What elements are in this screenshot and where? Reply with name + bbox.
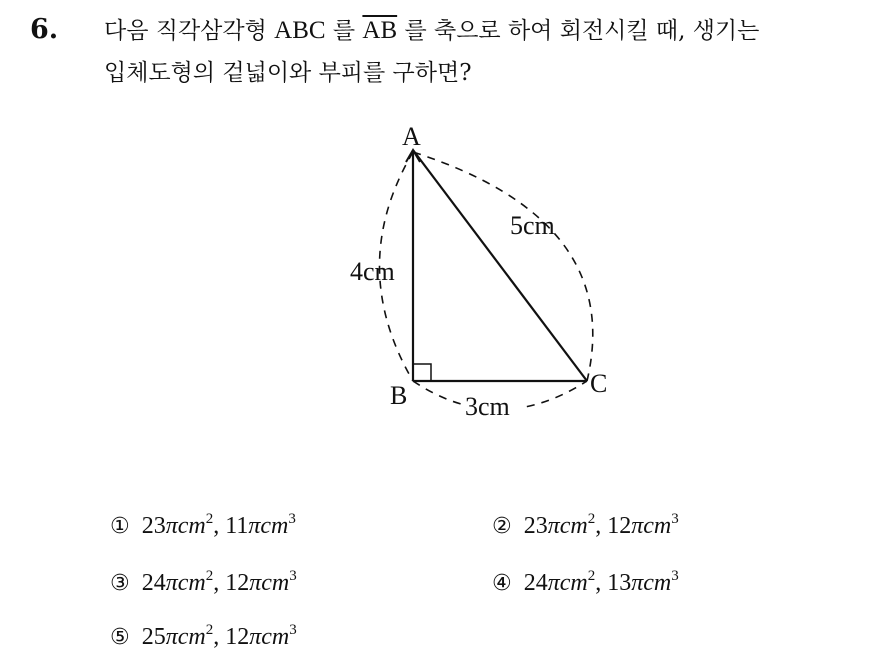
choice-value: 24πcm$^2$, 12πcm$^3$ [141,568,297,596]
side-label-ac: 5cm [510,211,555,240]
question-text-part: 를 축으로 하여 회전시킬 때, 생기는 [397,18,760,44]
question-text-part: 를 [325,18,363,44]
answer-choice-2[interactable] [492,511,679,542]
triangle-name: ABC [274,17,326,44]
vertex-label-b: B [390,381,408,410]
choice-number: ⑤ [110,625,130,650]
axis-segment: $\overline{AB}$ [362,17,398,44]
choice-number: ② [492,514,512,539]
choice-number: ④ [492,571,512,596]
vertex-label-c: C [590,369,608,398]
choice-number: ① [110,514,130,539]
side-ac [413,150,587,381]
choice-value: 25πcm$^2$, 12πcm$^3$ [141,622,297,650]
side-label-bc: 3cm [465,392,510,421]
choice-value: 23πcm$^2$, 12πcm$^3$ [523,511,679,539]
answer-choice-3[interactable] [110,568,297,599]
side-label-ab: 4cm [350,257,395,286]
answer-choice-5[interactable] [110,622,297,653]
vertex-label-a: A [402,122,421,151]
right-angle-marker [413,364,431,381]
choice-number: ③ [110,571,130,596]
question-number: 6. [30,14,59,45]
choice-value: 24πcm$^2$, 13πcm$^3$ [523,568,679,596]
choice-value: 23πcm$^2$, 11πcm$^3$ [141,511,296,539]
question-text-line-2: 입체도형의 겉넓이와 부피를 구하면? [104,60,472,86]
question-text-part: 다음 직각삼각형 [104,18,275,44]
answer-choice-1[interactable] [110,511,296,542]
answer-choice-4[interactable] [492,568,679,599]
